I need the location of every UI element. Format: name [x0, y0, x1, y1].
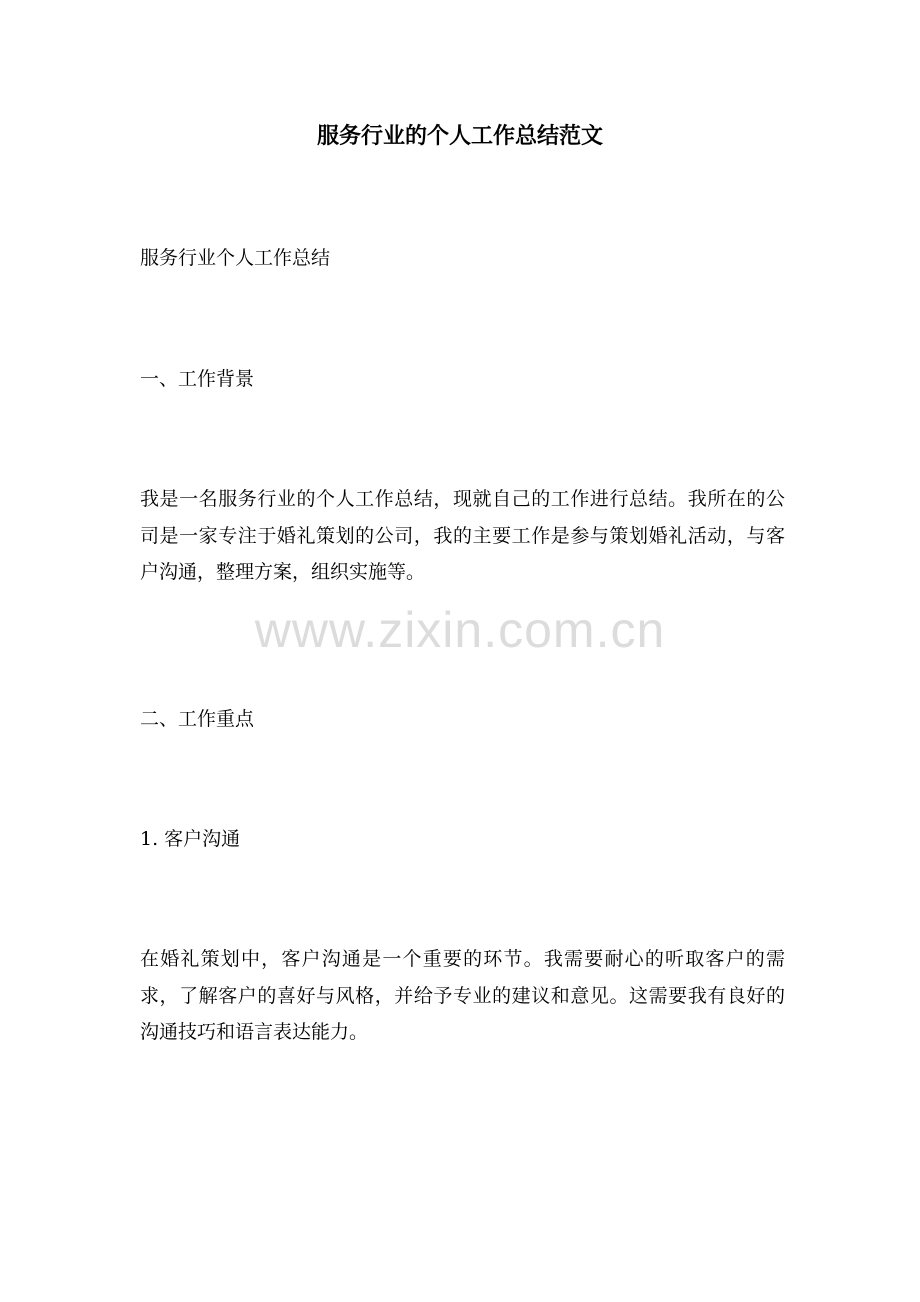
document-title: 服务行业的个人工作总结范文	[316, 123, 603, 149]
section-1-paragraph: 我是一名服务行业的个人工作总结，现就自己的工作进行总结。我所在的公司是一家专注于婚礼策划的公司，我的主要工作是参与策划婚礼活动，与客户沟通，整理方案，组织实施等。	[140, 488, 785, 583]
document-subtitle: 服务行业个人工作总结	[140, 247, 331, 269]
section-2-heading: 二、工作重点	[140, 708, 255, 730]
item-1-paragraph: 在婚礼策划中，客户沟通是一个重要的环节。我需要耐心的听取客户的需求，了解客户的喜好与风格，并给予专业的建议和意见。这需要我有良好的沟通技巧和语言表达能力。	[140, 948, 785, 1043]
section-1-heading: 一、工作背景	[140, 368, 255, 390]
item-1-heading: 1. 客户沟通	[140, 828, 241, 850]
watermark-text: www.zixin.com.cn	[254, 602, 666, 658]
